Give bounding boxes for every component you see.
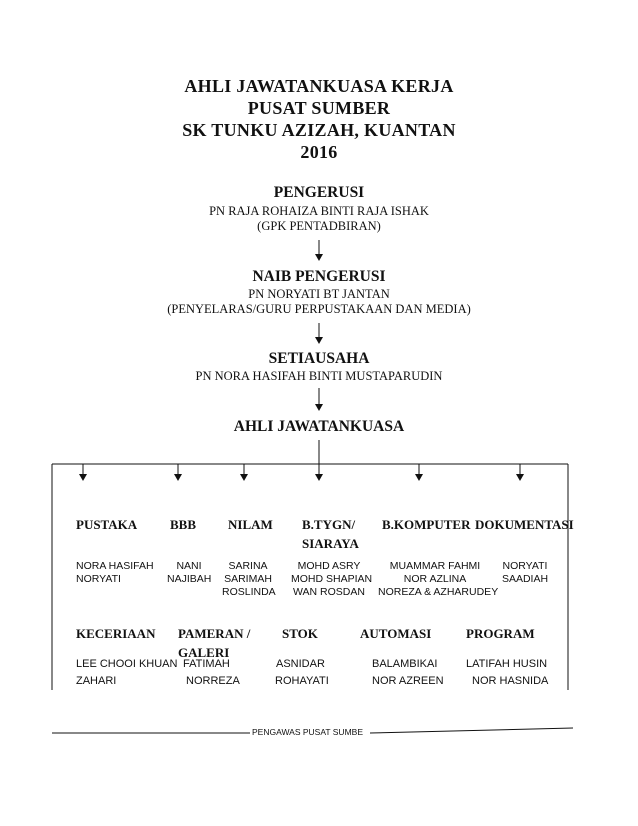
unit-automasi-member-2: NOR AZREEN [372, 675, 444, 687]
unit-keceriaan-member-2: ZAHARI [76, 675, 117, 687]
unit-btygn-label [302, 515, 359, 553]
unit-btygn-label-line-2: SIARAYA [302, 536, 359, 551]
footer-line-right [370, 728, 573, 733]
member: MOHD ASRY [297, 560, 361, 572]
member: NANI [176, 560, 202, 572]
pengerusi-name: PN RAJA ROHAIZA BINTI RAJA ISHAK [209, 204, 429, 218]
member: MUAMMAR FAHMI [389, 560, 481, 572]
member: NAJIBAH [167, 573, 212, 585]
title-line-3: SK TUNKU AZIZAH, KUANTAN [182, 120, 456, 140]
unit-bbb-members [167, 560, 211, 586]
unit-nilam-label: NILAM [228, 517, 273, 532]
member: NOREZA & AZHARUDEY [378, 586, 499, 598]
member: NORYATI [502, 560, 548, 572]
title-line-2: PUSAT SUMBER [247, 98, 391, 118]
unit-keceriaan-member-1: LEE CHOOI KHUAN [76, 658, 178, 670]
unit-program-member-2: NOR HASNIDA [472, 675, 549, 687]
setiausaha-heading: SETIAUSAHA [268, 350, 370, 367]
member: ROSLINDA [222, 586, 276, 598]
naib-pengerusi-name: PN NORYATI BT JANTAN [248, 287, 390, 301]
member: WAN ROSDAN [293, 586, 365, 598]
ahli-jawatankuasa-heading: AHLI JAWATANKUASA [233, 418, 405, 435]
member: NORA HASIFAH [76, 560, 154, 572]
member: SAADIAH [501, 573, 549, 585]
unit-program-label: PROGRAM [466, 626, 535, 641]
pengerusi-role: (GPK PENTADBIRAN) [257, 219, 381, 233]
unit-pustaka-label: PUSTAKA [76, 517, 138, 532]
unit-bkomputer-label: B.KOMPUTER [382, 517, 471, 532]
member: NOR AZLINA [403, 573, 467, 585]
unit-btygn-label-line-1: B.TYGN/ [302, 517, 356, 532]
unit-pameran-member-1: FATIMAH [183, 658, 230, 670]
member: SARIMAH [224, 573, 272, 585]
unit-automasi-member-1: BALAMBIKAI [372, 658, 438, 670]
footer-pengawas-label: PENGAWAS PUSAT SUMBE [252, 727, 363, 737]
member: NORYATI [76, 573, 121, 585]
unit-dokumentasi-members [500, 560, 550, 586]
unit-btygn-members [291, 560, 373, 599]
naib-pengerusi-role: (PENYELARAS/GURU PERPUSTAKAAN DAN MEDIA) [167, 302, 471, 316]
unit-pameran-member-2: NORREZA [186, 675, 240, 687]
member: MOHD SHAPIAN [291, 573, 373, 585]
unit-bkomputer-members [378, 560, 499, 599]
unit-automasi-label: AUTOMASI [360, 626, 432, 641]
member: SARINA [228, 560, 268, 572]
unit-pameran-label-line-1: PAMERAN / [178, 626, 251, 641]
unit-keceriaan-label: KECERIAAN [76, 626, 156, 641]
title-line-1: AHLI JAWATANKUASA KERJA [184, 76, 454, 96]
unit-program-member-1: LATIFAH HUSIN [466, 658, 548, 670]
unit-stok-member-1: ASNIDAR [276, 658, 325, 670]
unit-dokumentasi-label: DOKUMENTASI [475, 517, 574, 532]
unit-stok-member-2: ROHAYATI [275, 675, 329, 687]
unit-nilam-members [222, 560, 274, 599]
unit-pameran-label [178, 624, 250, 662]
unit-stok-label: STOK [282, 626, 318, 641]
unit-bbb-label: BBB [170, 517, 197, 532]
pengerusi-heading: PENGERUSI [273, 184, 365, 201]
title-line-4: 2016 [300, 142, 338, 162]
unit-pustaka-members [76, 560, 154, 586]
unit-pameran-label-line-2: GALERI [178, 645, 230, 660]
naib-pengerusi-heading: NAIB PENGERUSI [252, 268, 386, 285]
setiausaha-name: PN NORA HASIFAH BINTI MUSTAPARUDIN [195, 369, 443, 383]
